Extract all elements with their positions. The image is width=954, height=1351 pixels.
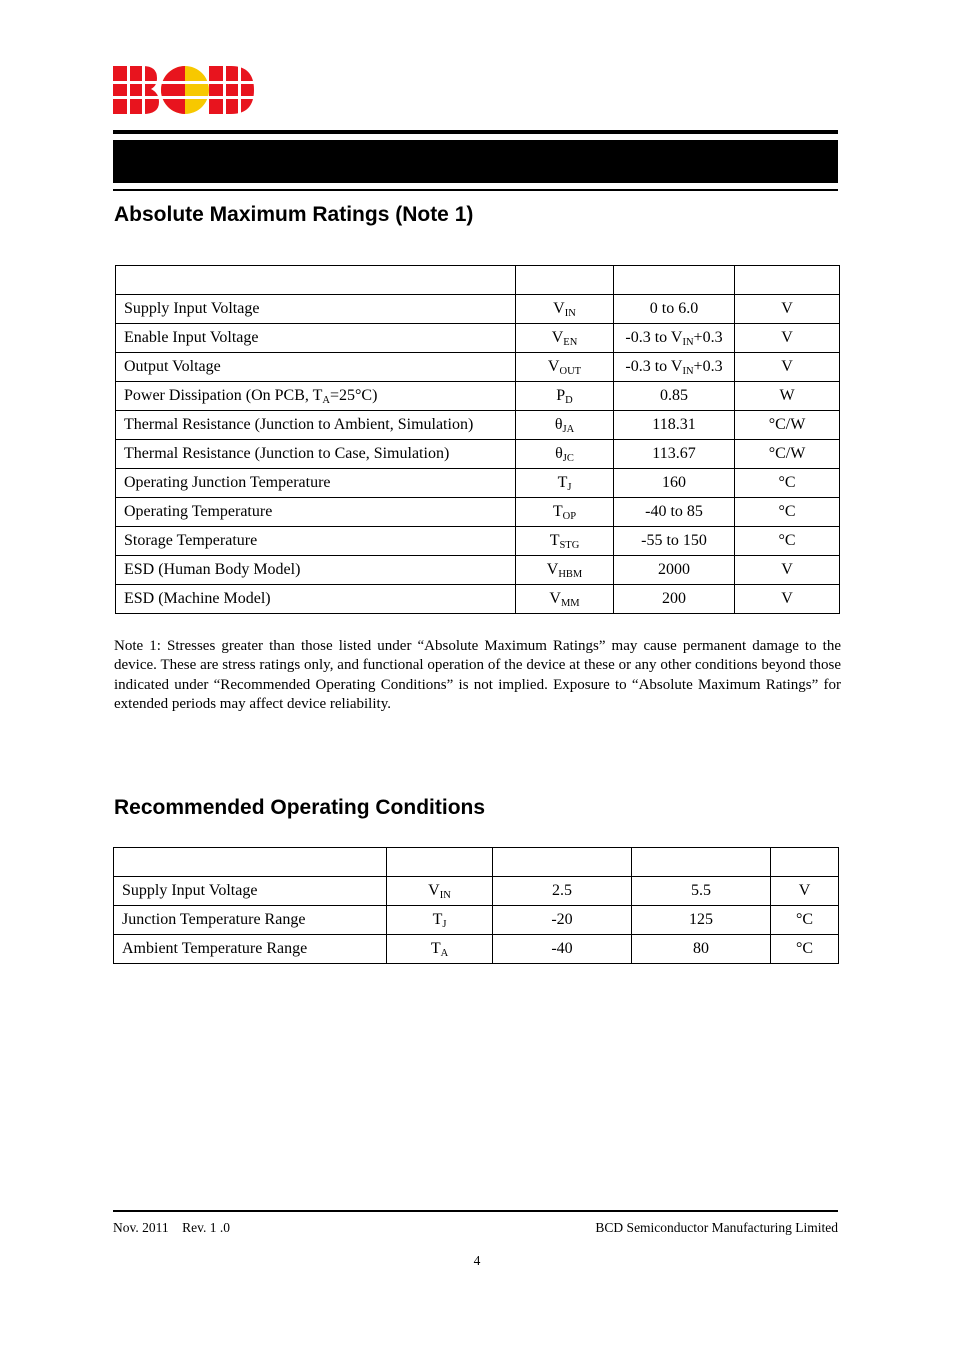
header-cell-parameter	[116, 266, 516, 295]
symbol-subscript: IN	[564, 308, 576, 319]
header-cell-symbol	[387, 848, 493, 877]
min-cell: -20	[493, 906, 632, 935]
symbol-cell	[516, 353, 614, 382]
header-cell-parameter	[114, 848, 387, 877]
table-row	[116, 440, 840, 469]
table-header-row	[114, 848, 839, 877]
symbol-subscript: HBM	[558, 569, 583, 580]
symbol-subscript: STG	[559, 540, 580, 551]
symbol-text: T	[552, 503, 563, 520]
unit-cell: V	[771, 877, 839, 906]
header-black-bar	[113, 140, 838, 183]
symbol-cell	[516, 498, 614, 527]
parameter-cell: Enable Input Voltage	[116, 324, 516, 353]
value-text: 118.31	[652, 416, 696, 433]
parameter-subscript: A	[322, 395, 330, 406]
symbol-cell	[516, 527, 614, 556]
value-text: -0.3 to V	[625, 329, 683, 346]
max-cell: 5.5	[632, 877, 771, 906]
footer-company: BCD Semiconductor Manufacturing Limited	[595, 1220, 838, 1235]
symbol-cell	[387, 935, 493, 964]
symbol-text: θ	[555, 445, 563, 462]
footer-date-rev	[113, 1220, 230, 1236]
parameter-cell	[116, 382, 516, 411]
value-cell	[614, 324, 735, 353]
symbol-subscript: J	[442, 919, 447, 930]
table-row	[114, 935, 839, 964]
parameter-cell: Thermal Resistance (Junction to Ambient, Simulation)	[116, 411, 516, 440]
unit-cell: V	[735, 585, 840, 614]
footer-date: Nov. 2011	[113, 1220, 169, 1235]
value-text: -55 to 150	[641, 532, 707, 549]
footer-rule	[113, 1210, 838, 1212]
symbol-text: V	[551, 329, 564, 346]
parameter-cell: ESD (Machine Model)	[116, 585, 516, 614]
symbol-text: P	[556, 387, 566, 404]
value-text: -40 to 85	[645, 503, 703, 520]
min-cell: -40	[493, 935, 632, 964]
symbol-cell	[516, 295, 614, 324]
value-text: 113.67	[652, 445, 696, 462]
unit-cell: °C/W	[735, 411, 840, 440]
symbol-subscript: EN	[563, 337, 578, 348]
symbol-subscript: MM	[560, 598, 580, 609]
parameter-cell: ESD (Human Body Model)	[116, 556, 516, 585]
value-text: +0.3	[693, 329, 723, 346]
value-text: 160	[662, 474, 686, 491]
unit-cell: °C	[771, 935, 839, 964]
value-cell	[614, 411, 735, 440]
header-cell-unit	[735, 266, 840, 295]
unit-cell: °C/W	[735, 440, 840, 469]
table-row	[116, 295, 840, 324]
symbol-text: V	[547, 358, 560, 375]
table-row	[116, 469, 840, 498]
symbol-subscript: OP	[562, 511, 577, 522]
unit-cell: °C	[735, 498, 840, 527]
unit-cell: °C	[735, 469, 840, 498]
unit-cell: °C	[735, 527, 840, 556]
value-cell	[614, 353, 735, 382]
table-row	[116, 527, 840, 556]
table-row	[116, 498, 840, 527]
value-subscript: IN	[682, 337, 694, 348]
table-row	[114, 877, 839, 906]
header-rule-top	[113, 130, 838, 134]
min-cell: 2.5	[493, 877, 632, 906]
symbol-cell	[516, 324, 614, 353]
value-cell	[614, 556, 735, 585]
page-number: 4	[473, 1253, 481, 1268]
abs-max-table	[115, 265, 840, 614]
max-cell: 80	[632, 935, 771, 964]
rec-op-heading: Recommended Operating Conditions	[114, 796, 486, 819]
parameter-cell: Supply Input Voltage	[116, 295, 516, 324]
symbol-text: θ	[554, 416, 563, 433]
symbol-text: T	[549, 532, 560, 549]
symbol-cell	[516, 469, 614, 498]
parameter-cell: Operating Junction Temperature	[116, 469, 516, 498]
bcd-logo	[113, 66, 254, 114]
unit-cell: W	[735, 382, 840, 411]
table-row	[116, 353, 840, 382]
symbol-text: V	[553, 300, 565, 317]
header-rule-bottom	[113, 189, 838, 191]
header-cell-min	[493, 848, 632, 877]
value-text: 0.85	[660, 387, 688, 404]
table-row	[116, 585, 840, 614]
symbol-text: V	[546, 561, 559, 578]
parameter-cell: Operating Temperature	[116, 498, 516, 527]
footer-rev: Rev. 1 .0	[182, 1220, 230, 1235]
value-text: 0 to 6.0	[649, 300, 699, 317]
parameter-cell: Ambient Temperature Range	[114, 935, 387, 964]
symbol-subscript: J	[567, 482, 572, 493]
symbol-subscript: A	[440, 948, 449, 959]
symbol-subscript: D	[565, 395, 573, 406]
symbol-cell	[516, 411, 614, 440]
symbol-cell	[516, 440, 614, 469]
note-1: Note 1: Stresses greater than those listed under “Absolute Maximum Ratings” may cause permanent damage to the device. These are stress ratings only, and functional operation of the device at these or any other conditions beyond those indicated under “Recommended Operating Conditions” is not implied. Exposure to “Absolute Maximum Ratings” for extended periods may affect device reliability.	[114, 638, 841, 712]
table-row	[116, 556, 840, 585]
unit-cell: V	[735, 556, 840, 585]
parameter-text: Power Dissipation (On PCB, T	[124, 387, 323, 404]
symbol-text: V	[549, 590, 561, 607]
header-cell-unit	[771, 848, 839, 877]
table-header-row	[116, 266, 840, 295]
value-text: 2000	[658, 561, 690, 578]
symbol-cell	[516, 556, 614, 585]
symbol-cell	[387, 877, 493, 906]
value-cell	[614, 382, 735, 411]
symbol-text: T	[430, 940, 441, 957]
parameter-cell: Supply Input Voltage	[114, 877, 387, 906]
max-cell: 125	[632, 906, 771, 935]
symbol-text: T	[432, 911, 443, 928]
rec-op-table	[113, 847, 839, 964]
unit-cell: V	[735, 353, 840, 382]
value-cell	[614, 440, 735, 469]
symbol-cell	[516, 585, 614, 614]
unit-cell: V	[735, 295, 840, 324]
parameter-cell: Output Voltage	[116, 353, 516, 382]
symbol-text: V	[428, 882, 440, 899]
value-text: +0.3	[693, 358, 723, 375]
symbol-subscript: JA	[562, 424, 575, 435]
symbol-cell	[516, 382, 614, 411]
header-cell-value	[614, 266, 735, 295]
value-cell	[614, 585, 735, 614]
value-cell	[614, 498, 735, 527]
table-row	[116, 324, 840, 353]
value-cell	[614, 295, 735, 324]
unit-cell: V	[735, 324, 840, 353]
value-text: -0.3 to V	[625, 358, 683, 375]
value-cell	[614, 527, 735, 556]
parameter-cell: Storage Temperature	[116, 527, 516, 556]
header-cell-max	[632, 848, 771, 877]
parameter-cell: Thermal Resistance (Junction to Case, Simulation)	[116, 440, 516, 469]
symbol-subscript: IN	[439, 890, 451, 901]
symbol-text: T	[557, 474, 568, 491]
symbol-cell	[387, 906, 493, 935]
abs-max-heading: Absolute Maximum Ratings (Note 1)	[114, 203, 474, 226]
value-text: 200	[662, 590, 686, 607]
table-row	[116, 382, 840, 411]
parameter-text: =25°C)	[329, 387, 378, 404]
parameter-cell: Junction Temperature Range	[114, 906, 387, 935]
symbol-subscript: JC	[562, 453, 574, 464]
value-subscript: IN	[682, 366, 694, 377]
symbol-subscript: OUT	[559, 366, 582, 377]
table-row	[116, 411, 840, 440]
unit-cell: °C	[771, 906, 839, 935]
value-cell	[614, 469, 735, 498]
header-cell-symbol	[516, 266, 614, 295]
table-row	[114, 906, 839, 935]
